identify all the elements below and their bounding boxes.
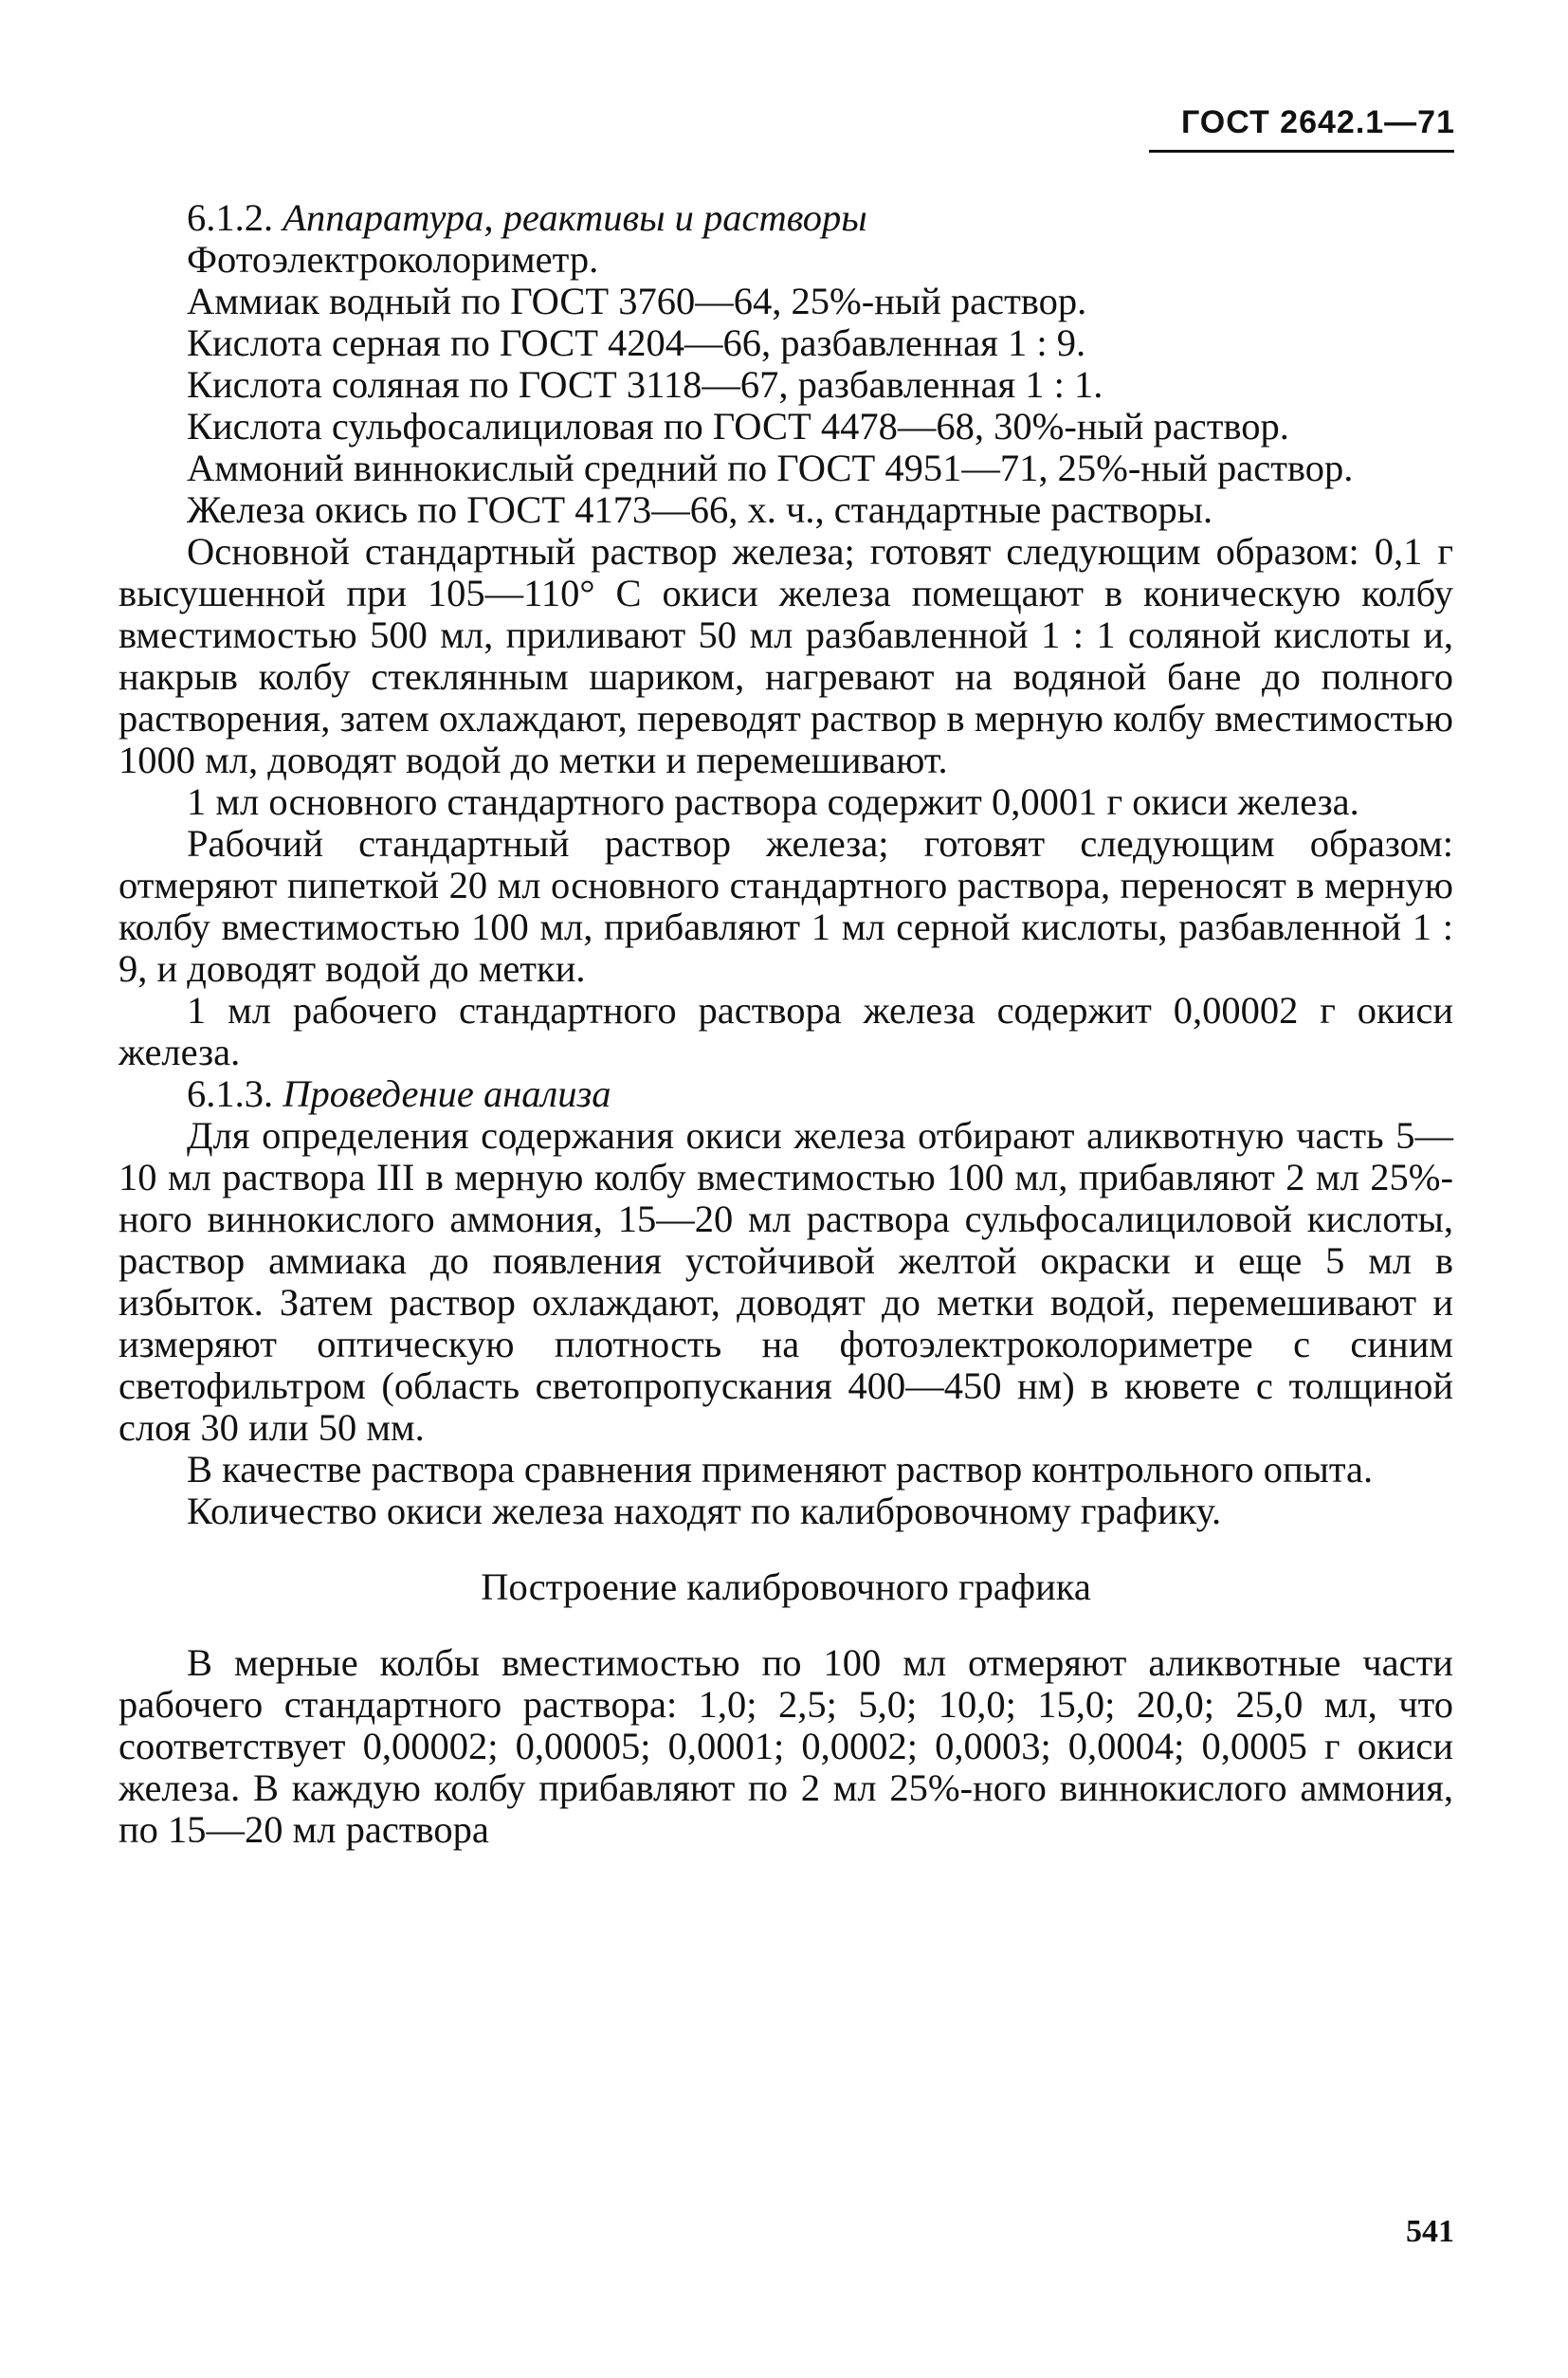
paragraph: 1 мл рабочего стандартного раствора железа содержит 0,00002 г окиси железа. (119, 989, 1453, 1073)
reagent-item: Железа окись по ГОСТ 4173—66, х. ч., стандартные растворы. (187, 488, 1213, 531)
paragraph: Основной стандартный раствор железа; готовят следующим образом: 0,1 г высушенной при 105—110° С окиси железа помещают в коническую колбу вместимостью 500 мл, приливают 50 мл разбавленной 1 : 1 соляной кислоты и, накрыв колбу стеклянным шариком, нагревают на водяной бане до полного растворения, затем охлаждают, переводят раствор в мерную колбу вместимостью 1000 мл, доводят водой до метки и перемешивают. (119, 530, 1453, 781)
paragraph: В мерные колбы вместимостью по 100 мл отмеряют аликвотные части рабочего стандартного раствора: 1,0; 2,5; 5,0; 10,0; 15,0; 20,0; 25,0 мл, что соответствует 0,00002; 0,00005; 0,0001; 0,0002; 0,0003; 0,0004; 0,0005 г окиси железа. В каждую колбу прибавляют по 2 мл 25%-ного виннокислого аммония, по 15—20 мл раствора (119, 1641, 1453, 1851)
reagent-item: Аммиак водный по ГОСТ 3760—64, 25%-ный раствор. (187, 280, 1087, 322)
section-613-title: Проведение анализа (283, 1072, 611, 1115)
reagent-item: Кислота соляная по ГОСТ 3118—67, разбавленная 1 : 1. (187, 363, 1103, 406)
paragraph: Количество окиси железа находят по калибровочному графику. (187, 1490, 1222, 1532)
paragraph: 1 мл основного стандартного раствора содержит 0,0001 г окиси железа. (187, 780, 1359, 823)
calibration-heading: Построение калибровочного графика (481, 1565, 1091, 1608)
reagent-item: Фотоэлектроколориметр. (187, 238, 599, 281)
section-612-number: 6.1.2. (187, 196, 274, 239)
reagent-item: Кислота сульфосалициловая по ГОСТ 4478—68, 30%-ный раствор. (187, 405, 1289, 448)
section-612-heading (119, 197, 1453, 239)
section-612-title: Аппаратура, реактивы и растворы (283, 196, 867, 239)
paragraph: В качестве раствора сравнения применяют раствор контрольного опыта. (187, 1448, 1374, 1491)
header-rule (1149, 150, 1454, 153)
reagent-item: Аммоний виннокислый средний по ГОСТ 4951—71, 25%-ный раствор. (187, 447, 1354, 489)
section-613-number: 6.1.3. (187, 1072, 274, 1115)
section-613-heading (119, 1073, 1453, 1115)
page-header: ГОСТ 2642.1—71 (1180, 104, 1455, 140)
page-body (119, 197, 1453, 1851)
paragraph: Для определения содержания окиси железа отбирают аликвотную часть 5—10 мл раствора III в мерную колбу вместимостью 100 мл, прибавляют 2 мл 25%-ного виннокислого аммония, 15—20 мл раствора сульфосалициловой кислоты, раствор аммиака до появления устойчивой желтой окраски и еще 5 мл в избыток. Затем раствор охлаждают, доводят до метки водой, перемешивают и измеряют оптическую плотность на фотоэлектроколориметре с синим светофильтром (область светопропускания 400—450 нм) в кювете с толщиной слоя 30 или 50 мм. (119, 1114, 1453, 1449)
page-number: 541 (1406, 2214, 1454, 2249)
reagent-item: Кислота серная по ГОСТ 4204—66, разбавленная 1 : 9. (187, 321, 1086, 364)
paragraph: Рабочий стандартный раствор железа; готовят следующим образом: отмеряют пипеткой 20 мл основного стандартного раствора, переносят в мерную колбу вместимостью 100 мл, прибавляют 1 мл серной кислоты, разбавленной 1 : 9, и доводят водой до метки. (119, 822, 1453, 990)
